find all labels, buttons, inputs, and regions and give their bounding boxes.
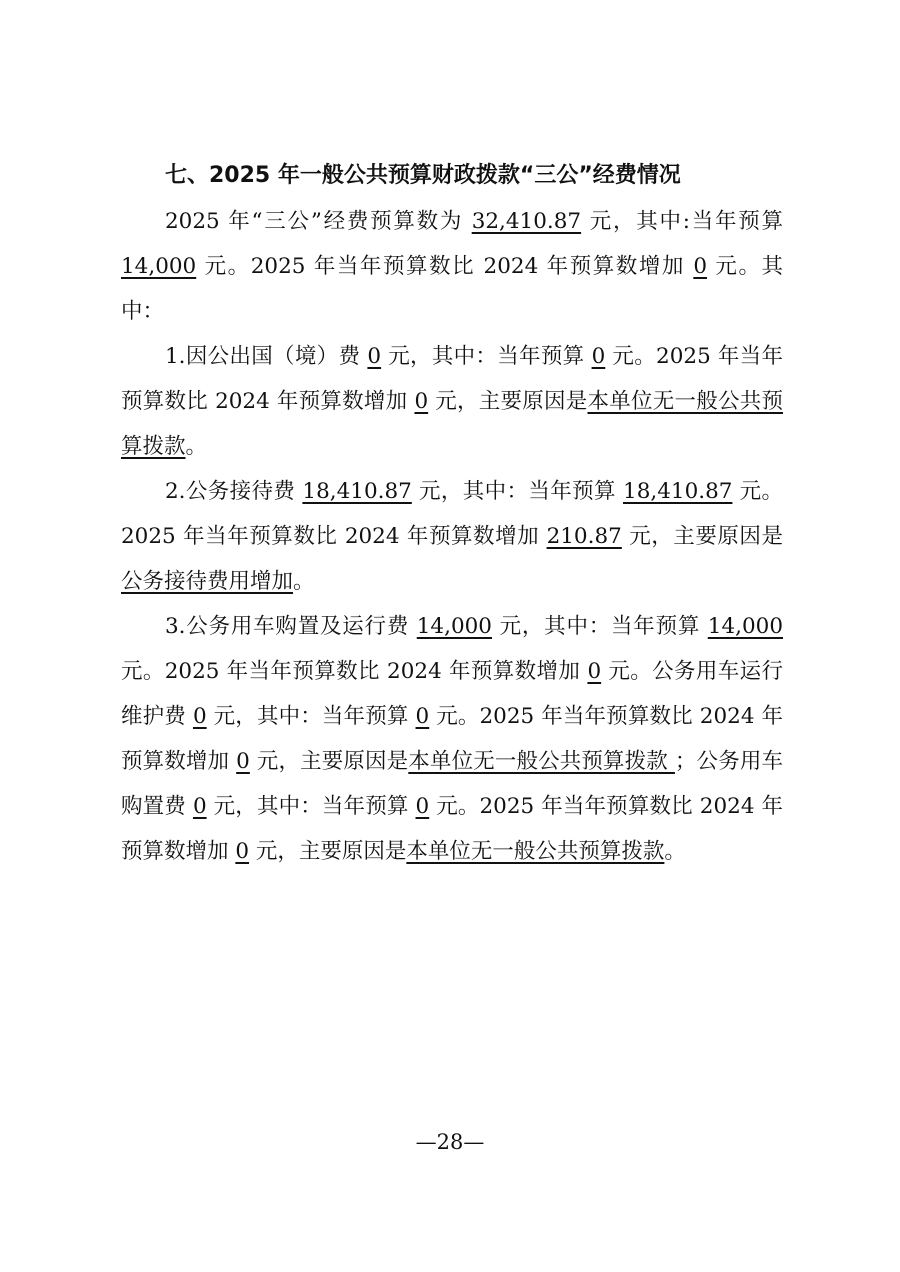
underlined-value: 14,000 xyxy=(121,254,197,279)
underlined-value: 0 xyxy=(693,254,708,279)
text-segment: 元。公务用车运行维护费 xyxy=(121,659,783,729)
text-segment: 元。其中： xyxy=(121,254,783,324)
underlined-value: 0 xyxy=(236,749,250,774)
underlined-value: 210.87 xyxy=(546,524,622,549)
text-segment: 元。2025 年当年预算数比 2024 年预算数增加 xyxy=(121,479,784,549)
underlined-value: 0 xyxy=(192,704,207,729)
paragraph-official-reception xyxy=(121,469,783,604)
underlined-value: 0 xyxy=(367,344,382,369)
text-segment: 。 xyxy=(185,434,208,459)
text-segment: 1.因公出国（境）费 xyxy=(165,344,368,369)
underlined-value: 0 xyxy=(415,794,430,819)
section-heading: 七、2025 年一般公共预算财政拨款“三公”经费情况 xyxy=(165,163,681,188)
text-segment: 元。2025 年当年预算数比 2024 年预算数增加 xyxy=(121,659,588,684)
underlined-value: 0 xyxy=(235,839,250,864)
underlined-value: 18,410.87 xyxy=(302,479,412,504)
text-segment: 元，其中：当年预算 xyxy=(206,704,416,729)
underlined-value: 0 xyxy=(587,659,602,684)
text-segment: 元，其中：当年预算 xyxy=(381,344,592,369)
text-segment: 。 xyxy=(293,569,315,594)
underlined-value: 32,410.87 xyxy=(471,209,582,234)
underlined-value: 本单位无一般公共预算拨款 xyxy=(406,839,665,864)
underlined-value: 14,000 xyxy=(416,614,492,639)
document-page xyxy=(121,152,783,874)
underlined-value: 18,410.87 xyxy=(623,479,733,504)
underlined-value: 0 xyxy=(591,344,606,369)
underlined-value: 公务接待费用增加 xyxy=(121,569,294,594)
paragraph-list xyxy=(121,199,783,874)
text-segment: 元，其中：当年预算 xyxy=(491,614,708,639)
paragraph-summary xyxy=(121,199,783,334)
underlined-value: 0 xyxy=(192,794,207,819)
paragraph-overseas-travel xyxy=(121,334,783,469)
text-segment: 元，主要原因是 xyxy=(428,389,588,414)
text-segment: 元。2025 年当年预算数比 2024 年预算数增加 xyxy=(196,254,694,279)
text-segment: 元，其中：当年预算 xyxy=(206,794,416,819)
text-segment: 2025 年“三公”经费预算数为 xyxy=(165,209,472,234)
text-segment: 元。2025 年当年预算数比 2024 年预算数增加 xyxy=(121,704,783,774)
page-number: —28— xyxy=(415,1130,485,1154)
text-segment: 元。2025 年当年预算数比 2024 年预算数增加 xyxy=(121,794,783,864)
underlined-value: 0 xyxy=(415,704,430,729)
text-segment: 元，主要原因是 xyxy=(621,524,783,549)
text-segment: 元，其中:当年预算 xyxy=(581,209,783,234)
paragraph-official-vehicles xyxy=(121,604,783,874)
underlined-value: 0 xyxy=(414,389,429,414)
text-segment: ；公务用车购置费 xyxy=(121,749,783,819)
underlined-value: 本单位无一般公共预算拨款 xyxy=(408,749,675,774)
text-segment: 元，其中：当年预算 xyxy=(411,479,624,504)
text-segment: 2.公务接待费 xyxy=(165,479,303,504)
text-segment: 3.公务用车购置及运行费 xyxy=(165,614,417,639)
text-segment: 元。2025 年当年预算数比 2024 年预算数增加 xyxy=(121,344,783,414)
underlined-value: 本单位无一般公共预算拨款 xyxy=(121,389,783,459)
underlined-value: 14,000 xyxy=(707,614,783,639)
text-segment: 元，主要原因是 xyxy=(249,749,409,774)
text-segment: 元，主要原因是 xyxy=(249,839,407,864)
text-segment: 。 xyxy=(664,839,686,864)
